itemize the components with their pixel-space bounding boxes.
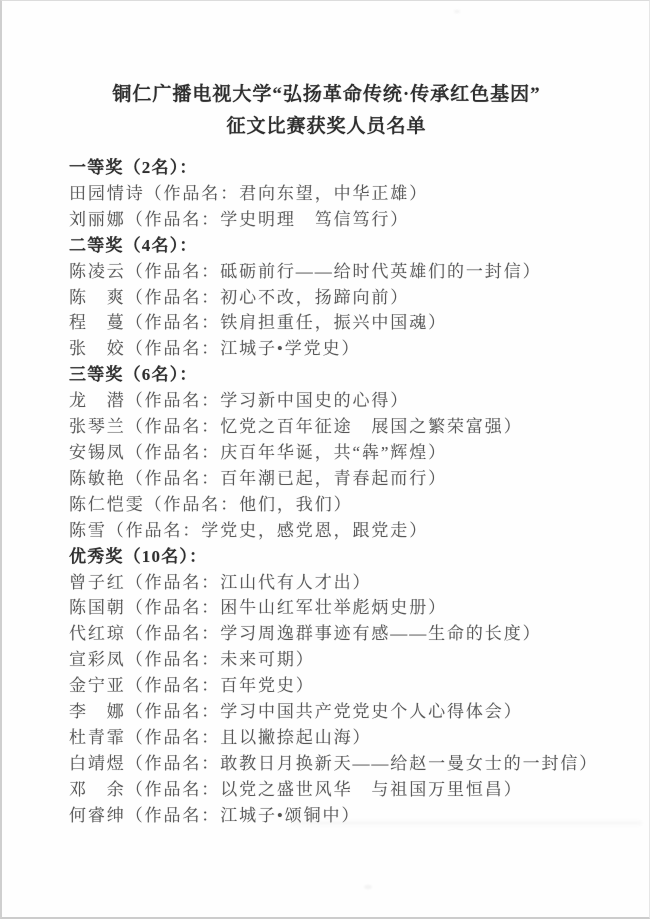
award-entry: 金宁亚（作品名：百年党史） — [69, 676, 315, 696]
award-entry: 陈雪（作品名：学党史，感党恩，跟党走） — [69, 520, 429, 540]
award-entry: 邓 余（作品名：以党之盛世风华 与祖国万里恒昌） — [69, 779, 523, 799]
title-line-2: 征文比赛获奖人员名单 — [226, 116, 427, 137]
award-list — [69, 155, 611, 829]
title-line-1: 铜仁广播电视大学“弘扬革命传统·传承红色基因” — [112, 84, 541, 105]
award-entry: 陈仁恺雯（作品名：他们，我们） — [69, 494, 353, 514]
section-heading-3: 三等奖（6名）： — [69, 365, 198, 385]
award-entry: 张琴兰（作品名：忆党之百年征途 展国之繁荣富强） — [69, 417, 523, 437]
award-entry: 陈 爽（作品名：初心不改，扬蹄向前） — [69, 287, 410, 307]
section-heading-2: 二等奖（4名）： — [69, 235, 198, 255]
award-entry: 刘丽娜（作品名：学史明理 笃信笃行） — [69, 209, 410, 229]
scan-artifact — [364, 885, 372, 889]
award-entry: 陈国朝（作品名：困牛山红军壮举彪炳史册） — [69, 598, 447, 618]
award-entry: 安锡凤（作品名：庆百年华诞，共“犇”辉煌） — [69, 442, 447, 462]
award-entry: 陈敏艳（作品名：百年潮已起，青春起而行） — [69, 468, 447, 488]
award-entry: 杜青霏（作品名：且以撇捺起山海） — [69, 727, 372, 747]
award-entry: 曾子红（作品名：江山代有人才出） — [69, 572, 372, 592]
award-entry: 李 娜（作品名：学习中国共产党党史个人心得体会） — [69, 702, 523, 722]
award-entry: 田园情诗（作品名：君向东望，中华正雄） — [69, 183, 429, 203]
section-heading-1: 一等奖（2名）： — [69, 158, 198, 177]
award-entry: 龙 潜（作品名：学习新中国史的心得） — [69, 391, 410, 411]
award-entry: 张 姣（作品名：江城子•学党史） — [69, 339, 361, 359]
document-title — [42, 79, 611, 143]
award-entry: 何睿绅（作品名：江城子•颂铜中） — [69, 805, 361, 825]
award-entry: 代红琼（作品名：学习周逸群事迹有感——生命的长度） — [69, 624, 542, 644]
award-entry: 陈凌云（作品名：砥砺前行——给时代英雄们的一封信） — [69, 261, 542, 281]
scan-artifact — [454, 10, 460, 13]
section-heading-4: 优秀奖（10名）： — [69, 546, 208, 566]
award-entry: 程 蔓（作品名：铁肩担重任，振兴中国魂） — [69, 313, 447, 333]
award-entry: 白靖煜（作品名：敢教日月换新天——给赵一曼女士的一封信） — [69, 753, 599, 773]
award-entry: 宣彩凤（作品名：未来可期） — [69, 650, 315, 670]
